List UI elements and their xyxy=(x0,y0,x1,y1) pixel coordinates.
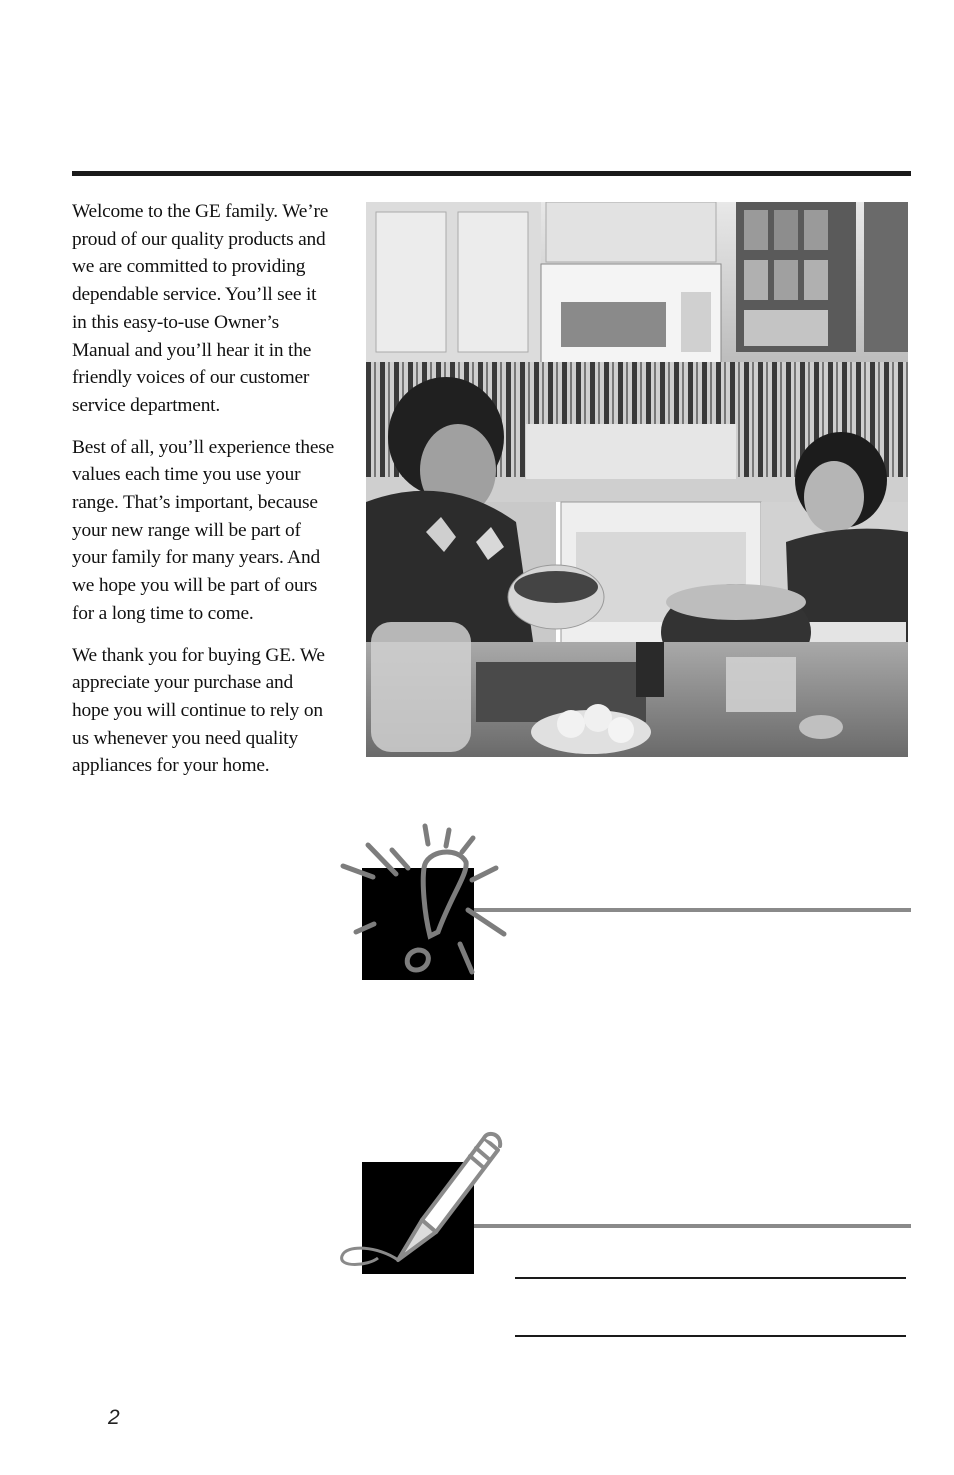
pencil-icon xyxy=(338,1128,508,1278)
write-in-line-2 xyxy=(515,1335,906,1337)
caution-rule xyxy=(474,908,911,912)
intro-paragraph-welcome: Welcome to the GE family. We’re proud of our quality products and we are committed to providing dependable service. You’ll see it in this easy-to-use Owner’s Manual and you’ll hear it in the friendly voices of our customer service department. xyxy=(72,201,329,416)
write-in-line-1 xyxy=(515,1277,906,1279)
intro-text xyxy=(72,198,334,794)
kitchen-photo xyxy=(366,202,908,757)
top-rule xyxy=(72,171,911,176)
intro-paragraph-values: Best of all, you’ll experience these values each time you use your range. That’s important, because your new range will be part of your family for many years. And we hope you will be part of ours for a long time to come. xyxy=(72,436,335,624)
intro-paragraph-thanks: We thank you for buying GE. We appreciate your purchase and hope you will continue to rely on us whenever you need quality appliances for your home. xyxy=(72,644,325,777)
exclamation-icon xyxy=(338,822,508,982)
page-number: 2 xyxy=(108,1406,120,1429)
note-rule xyxy=(474,1224,911,1228)
